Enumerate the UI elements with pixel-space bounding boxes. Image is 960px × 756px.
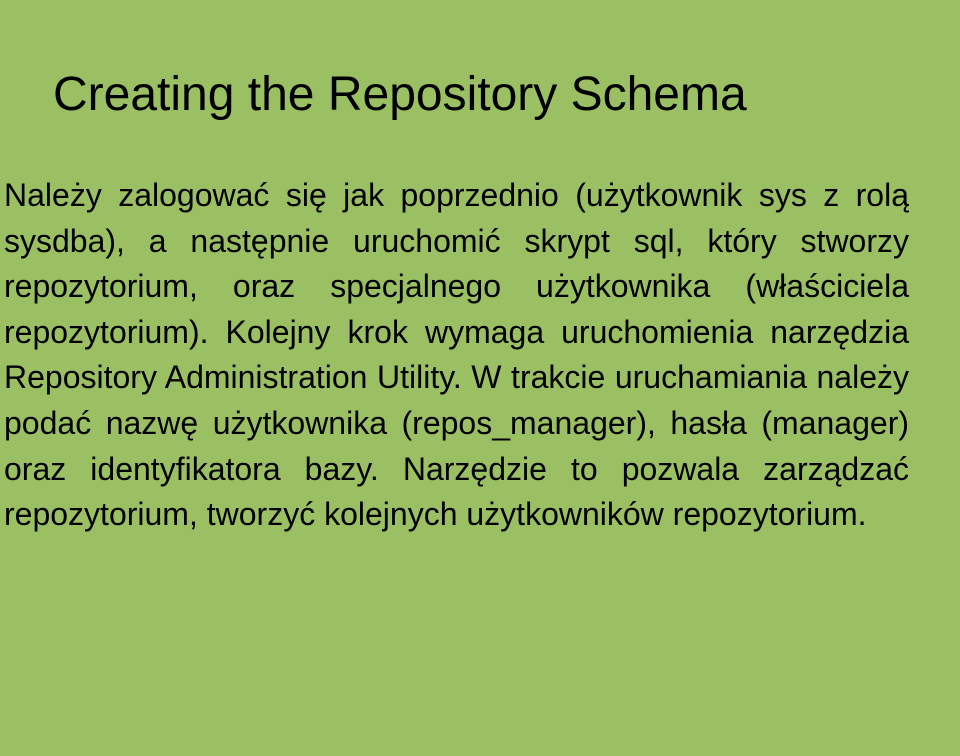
slide-title: Creating the Repository Schema	[53, 68, 747, 121]
slide-body-text: Należy zalogować się jak poprzednio (użytkownik sys z rolą sysdba), a następnie uruchomić skrypt sql, który stworzy repozytorium, oraz specjalnego użytkownika (właściciela repozytorium). Kolejny krok wymaga uruchomienia narzędzia Repository Administration Utility. W trakcie uruchamiania należy podać nazwę użytkownika (repos_manager), hasła (manager) oraz identyfikatora bazy. Narzędzie to pozwala zarządzać repozytorium, tworzyć kolejnych użytkowników repozytorium.	[4, 177, 909, 533]
